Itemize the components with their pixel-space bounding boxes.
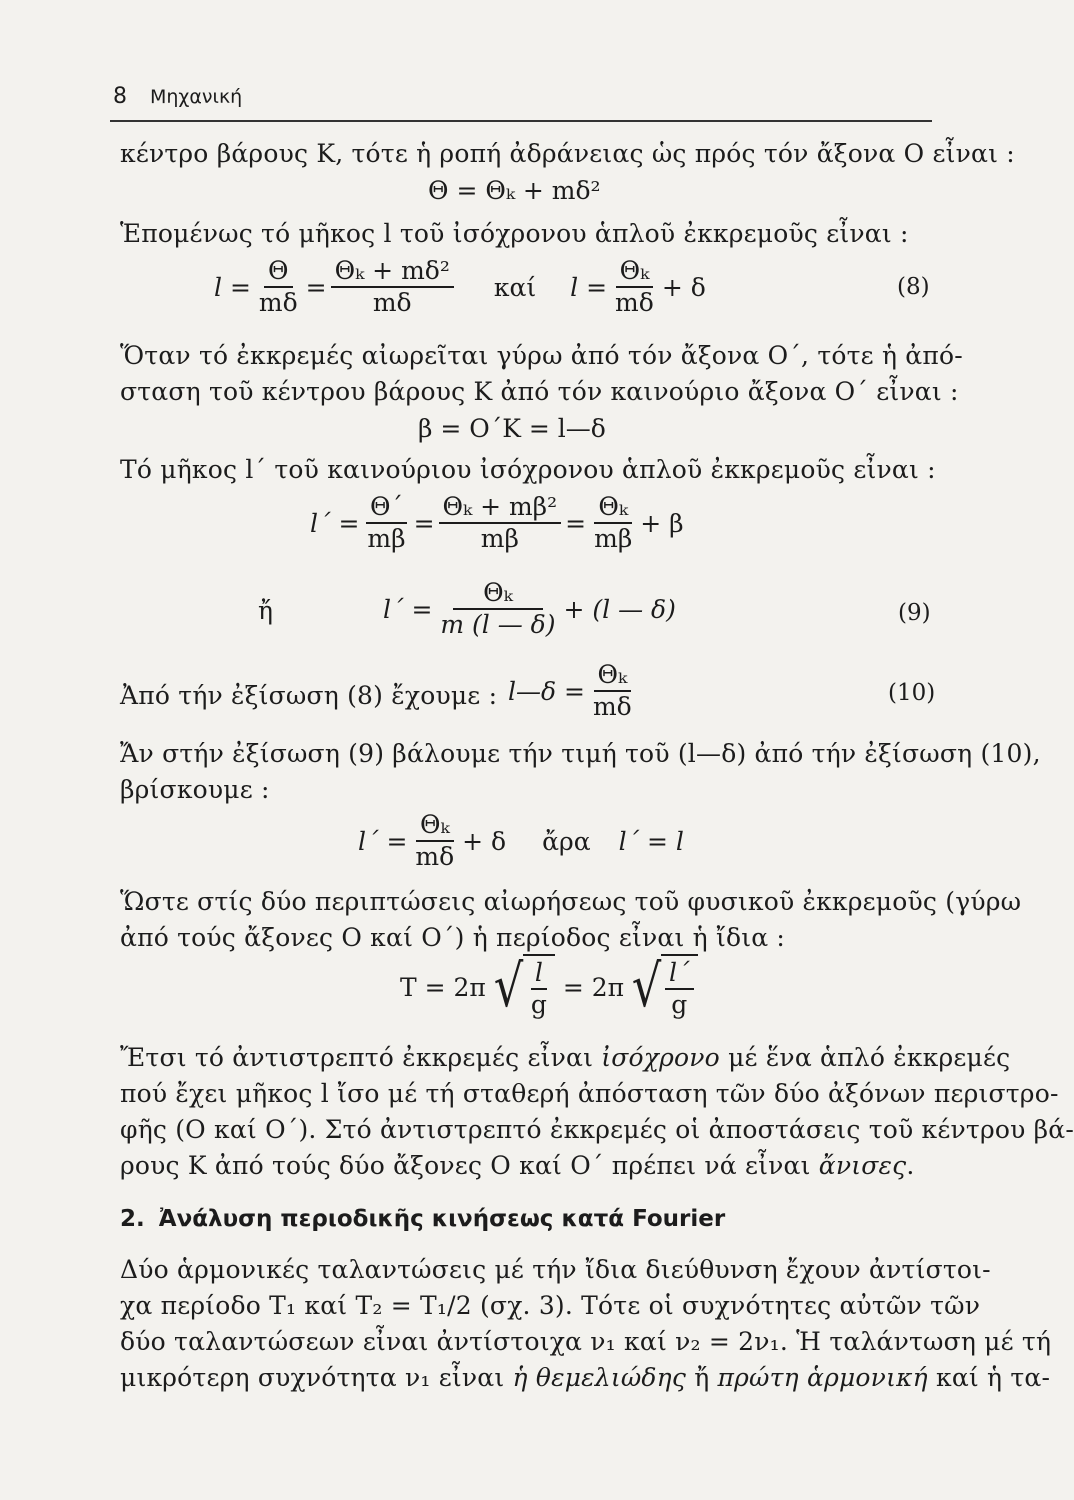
sentence-3a: Ὅταν τό ἐκκρεμές αἰωρεῖται γύρω ἀπό τόν ἄξονα Ο΄, τότε ἡ ἀπό- [120,341,963,370]
eq9a-fraction-3 [590,492,636,554]
equation-period [400,954,698,1020]
sentence-6a: Ὥστε στίς δύο περιπτώσεις αἰωρήσεως τοῦ φυσικοῦ ἐκκρεμοῦς (γύρω [120,887,1022,916]
eq8-f2-numerator: Θₖ + mδ² [331,256,454,288]
eq9b-denominator: m (l — δ) [440,610,556,639]
sentence-6b: ἀπό τούς ἄξονες Ο καί Ο΄) ἡ περίοδος εἶναι ἡ ἴδια : [120,923,786,952]
paragraph-1-line-1: Ἔτσι τό ἀντιστρεπτό ἐκκρεμές εἶναι ἰσόχρονο μέ ἕνα ἁπλό ἐκκρεμές [120,1043,1011,1072]
eq9a-equals-2: = [565,508,587,538]
sqrt-2 [628,954,697,1020]
term-unequal: ἄνισες [818,1151,907,1180]
eq10-intro: Ἀπό τήν ἐξίσωση (8) ἔχουμε : [120,681,498,710]
eq10-lhs: l—δ = [508,676,585,706]
equation-9a [310,492,684,554]
eq11-numerator: Θₖ [416,810,454,842]
equation-10 [508,660,640,722]
term-isochronous: ἰσόχρονο [601,1043,720,1072]
eq11-denominator: mδ [415,842,455,871]
equation-number-9: (9) [898,600,931,626]
eq9b-fraction [436,578,559,640]
eq8-f1-denominator: mδ [258,288,298,317]
eq8-f1-numerator: Θ [264,256,293,288]
equation-11 [358,810,684,872]
eq9b-lhs: l΄ = [383,594,433,624]
eq8-fraction-3 [611,256,658,318]
eq8-equals: = [305,272,327,302]
eq10-numerator: Θₖ [594,660,632,692]
section-number: 2. [120,1206,145,1232]
sentence-3b: σταση τοῦ κέντρου βάρους Κ ἀπό τόν καινούριο ἄξονα Ο΄ εἶναι : [120,377,959,406]
section-heading [120,1206,725,1232]
eq8-tail: + δ [661,272,706,302]
sentence-1: κέντρο βάρους Κ, τότε ἡ ροπή ἀδράνειας ὡς πρός τόν ἄξονα Ο εἶναι : [120,139,1015,168]
eq11-result: l΄ = l [618,826,684,856]
eqT-f1-denominator: g [530,990,547,1019]
eq8-lhs: l = [214,272,251,302]
eq9a-f3-denominator: mβ [594,524,633,553]
eq8-f3-numerator: Θₖ [616,256,654,288]
eq11-ara: ἄρα [542,826,591,856]
paragraph-1-line-2: πού ἔχει μῆκος l ἴσο μέ τή σταθερή ἀπόσταση τῶν δύο ἀξόνων περιστρο- [120,1079,1059,1108]
eq9a-f1-denominator: mβ [367,524,406,553]
eqT-f2-denominator: g [671,990,688,1019]
sqrt-1 [490,954,555,1020]
eq9b-eta: ἤ [258,596,273,625]
eqT-mid: = 2π [562,972,625,1002]
eq10-denominator: mδ [592,692,632,721]
equation-9b [383,578,676,640]
radical-sign-2: √ [631,952,662,1020]
paragraph-2-line-1: Δύο ἁρμονικές ταλαντώσεις μέ τήν ἴδια διεύθυνση ἔχουν ἀντίστοι- [120,1255,991,1284]
eq9b-tail: + (l — δ) [563,594,676,624]
eq9a-fraction-2 [439,492,562,554]
running-title: Μηχανική [150,86,243,108]
eq9a-f2-numerator: Θₖ + mβ² [439,492,562,524]
eq9a-f2-denominator: mβ [480,524,519,553]
eq9a-fraction-1 [363,492,409,554]
eq9a-f1-numerator: Θ΄ [366,492,407,524]
eq8-f2-denominator: mδ [372,288,412,317]
section-title: Ἀνάλυση περιοδικῆς κινήσεως κατά Fourier [158,1206,726,1232]
eq9a-equals-1: = [413,508,435,538]
term-fundamental: ἡ θεμελιώδης [512,1363,687,1392]
sentence-4: Τό μῆκος l΄ τοῦ καινούριου ἰσόχρονου ἁπλοῦ ἐκκρεμοῦς εἶναι : [120,455,936,484]
eq8-f3-denominator: mδ [615,288,654,317]
eq8-fraction-1 [255,256,302,318]
equation-8 [214,256,706,318]
radical-sign-1: √ [493,952,524,1020]
term-first-harmonic: πρώτη ἁρμονική [717,1363,928,1392]
sentence-2: Ἑπομένως τό μῆκος l τοῦ ἰσόχρονου ἁπλοῦ ἐκκρεμοῦς εἶναι : [120,219,909,248]
page-number: 8 [113,84,127,109]
eq8-fraction-2 [331,256,454,318]
eqT-lhs: T = 2π [400,972,486,1002]
equation-beta: β = Ο΄Κ = l—δ [418,414,606,443]
paragraph-2-line-4: μικρότερη συχνότητα ν₁ εἶναι ἡ θεμελιώδης ἤ πρώτη ἁρμονική καί ἡ τα- [120,1363,1051,1392]
paragraph-1-line-3: φῆς (Ο καί Ο΄). Στό ἀντιστρεπτό ἐκκρεμές οἱ ἀποστάσεις τοῦ κέντρου βά- [120,1115,1074,1144]
header-rule [110,120,932,122]
eq9a-tail: + β [640,508,684,538]
equation-number-10: (10) [888,680,936,706]
sentence-5a: Ἄν στήν ἐξίσωση (9) βάλουμε τήν τιμή τοῦ (l—δ) ἀπό τήν ἐξίσωση (10), [120,739,1041,768]
paragraph-2-line-2: χα περίοδο T₁ καί T₂ = T₁/2 (σχ. 3). Τότε οἱ συχνότητες αὐτῶν τῶν [120,1291,981,1320]
eq8-kai: καί [493,272,537,302]
equation-number-8: (8) [897,274,930,300]
sentence-5b: βρίσκουμε : [120,775,270,804]
eq9b-numerator: Θₖ [453,578,543,610]
paragraph-1-line-4: ρους Κ ἀπό τούς δύο ἄξονες Ο καί Ο΄ πρέπει νά εἶναι ἄνισες. [120,1151,915,1180]
eq11-lhs: l΄ = [358,826,408,856]
eq11-tail: + δ [462,826,507,856]
eqT-f1-numerator: l [531,958,547,990]
eq10-fraction [589,660,636,722]
paragraph-2-line-3: δύο ταλαντώσεων εἶναι ἀντίστοιχα ν₁ καί ν₂ = 2ν₁. Ἡ ταλάντωση μέ τή [120,1327,1052,1356]
eq9a-f3-numerator: Θₖ [594,492,632,524]
eq8-lhs-2: l = [570,272,608,302]
eqT-f2-numerator: l΄ [665,958,694,990]
equation-inertia: Θ = Θₖ + mδ² [428,176,601,205]
eq11-fraction [411,810,458,872]
eq9a-lhs: l΄ = [310,508,360,538]
